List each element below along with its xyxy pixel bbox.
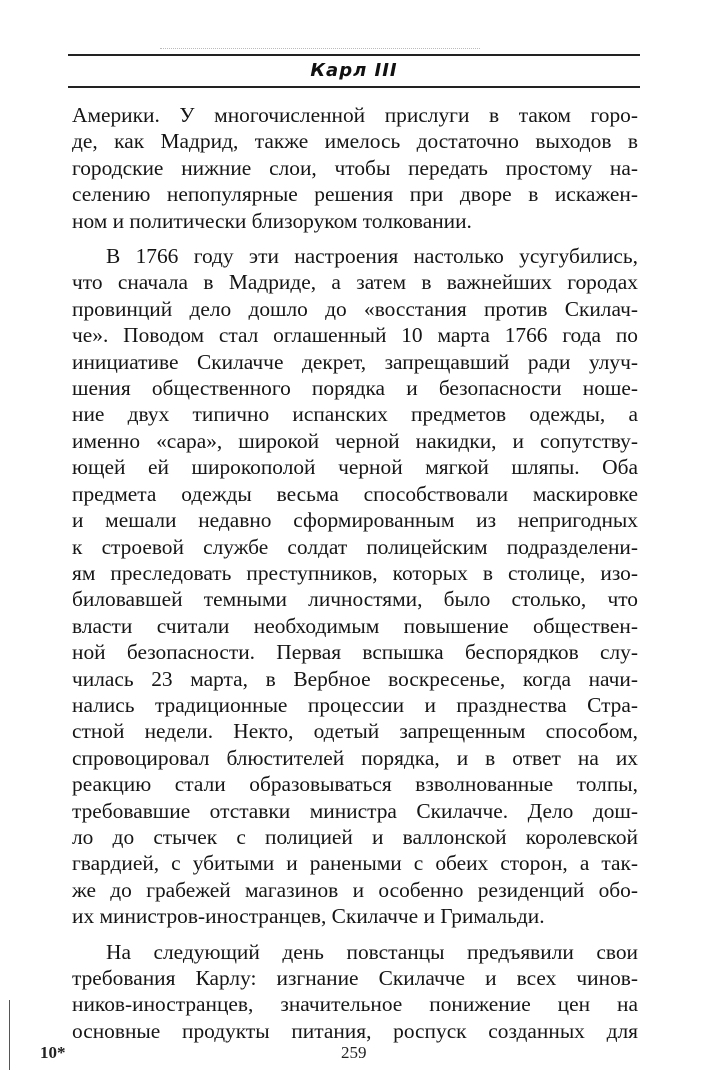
text-line: требовавшие отставки министра Скилачче. Дело дош- [72, 798, 638, 823]
text-line: гвардией, с убитыми и ранеными с обеих сторон, а так- [72, 851, 638, 876]
header-faint-rule [160, 48, 480, 49]
text-line: же до грабежей магазинов и особенно резиденций обо- [72, 877, 638, 902]
text-line: На следующий день повстанцы предъявили свои [106, 939, 638, 964]
text-line: городские нижние слои, чтобы передать простому на- [72, 155, 638, 180]
text-line: и мешали недавно сформированным из непригодных [72, 508, 638, 533]
text-line: требования Карлу: изгнание Скилачче и всех чинов- [72, 966, 638, 990]
text-line: Америки. У многочисленной прислуги в таком горо- [72, 103, 638, 127]
text-line: ющей ей широкополой черной мягкой шляпы. Оба [72, 455, 638, 480]
paragraph [72, 102, 638, 234]
running-title: Карл III [310, 60, 398, 81]
text-line: что сначала в Мадриде, а затем в важнейших городах [72, 270, 638, 295]
text-line: ло до стычек с полицией и валлонской королевской [72, 824, 638, 849]
text-line: селению непопулярные решения при дворе в искажен- [72, 182, 638, 207]
text-line: ной безопасности. Первая вспышка беспорядков слу- [72, 640, 638, 665]
signature-mark: 10* [40, 1043, 66, 1062]
header-bottom-rule [68, 86, 640, 88]
text-line: ние двух типично испанских предметов одежды, а [72, 402, 638, 427]
text-line: предмета одежды весьма способствовали маскировке [72, 481, 638, 506]
text-line: именно «сара», широкой черной накидки, и сопутству- [72, 428, 638, 453]
text-line: ям преследовать преступников, которых в столице, изо- [72, 560, 638, 585]
text-line: чилась 23 марта, в Вербное воскресенье, когда начи- [72, 666, 638, 691]
text-line: реакцию стали образовываться взволнованные толпы, [72, 772, 638, 797]
text-line: к строевой службе солдат полицейским подразделени- [72, 534, 638, 559]
text-line: че». Поводом стал оглашенный 10 марта 1766 года по [72, 323, 638, 348]
text-line: В 1766 году эти настроения настолько усугубились, [106, 244, 638, 269]
text-line: де, как Мадрид, также имелось достаточно выходов в [72, 129, 638, 154]
paragraph [72, 939, 638, 1045]
text-line: шения общественного порядка и безопасности ноше- [72, 376, 638, 401]
paragraph [72, 243, 638, 930]
text-line: спровоцировал блюстителей порядка, и в ответ на их [72, 745, 638, 770]
text-line: основные продукты питания, роспуск созданных для [72, 1018, 638, 1043]
text-line: их министров-иностранцев, Скилачче и Гримальди. [72, 904, 545, 929]
text-line: ников-иностранцев, значительное понижение цен на [72, 992, 638, 1017]
text-line: ном и политически близоруком толковании. [72, 208, 472, 233]
text-line: стной недели. Некто, одетый запрещенным способом, [72, 719, 638, 744]
body-text [72, 102, 638, 1044]
text-line: инициативе Скилачче декрет, запрещавший ради улуч- [72, 349, 638, 374]
text-line: власти считали необходимым повышение обществен- [72, 613, 638, 638]
header-top-rule [68, 54, 640, 56]
margin-mark [9, 1000, 10, 1070]
text-line: нались традиционные процессии и празднества Стра- [72, 692, 638, 717]
text-line: биловавшей темными личностями, было столько, что [72, 587, 638, 612]
text-line: провинций дело дошло до «восстания против Скилач- [72, 296, 638, 321]
page-number: 259 [341, 1043, 367, 1062]
